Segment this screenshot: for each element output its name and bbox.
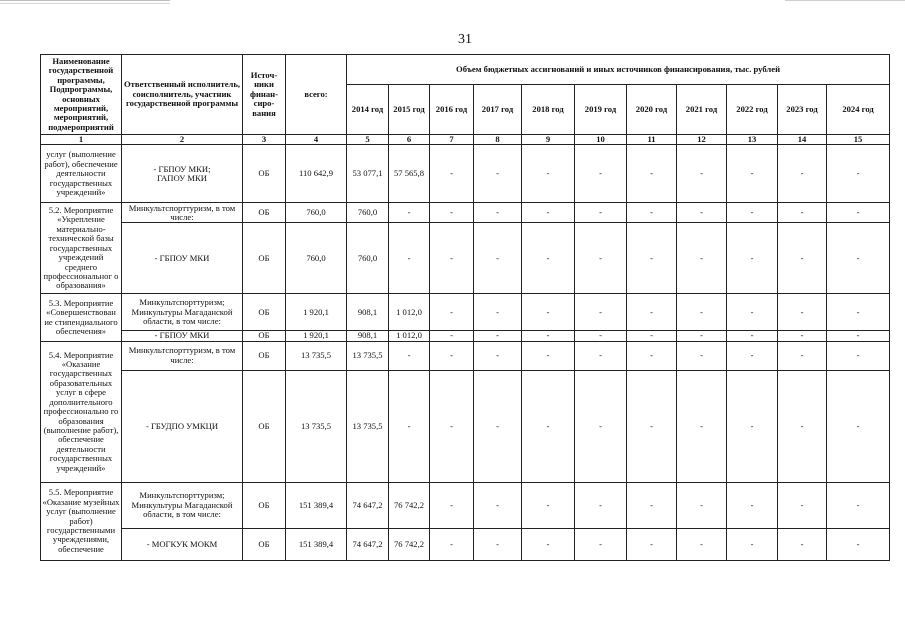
year-value: - [677,341,727,370]
year-value: - [778,341,827,370]
column-number: 8 [474,135,522,145]
executor-cell: - ГБПОУ МКИ [122,223,243,294]
year-value: - [430,370,474,482]
year-value: - [575,223,627,294]
year-value: - [727,294,778,331]
year-value: - [827,331,890,341]
year-value: - [727,482,778,528]
column-number: 14 [778,135,827,145]
year-value: - [575,203,627,223]
year-value: 53 077,1 [347,145,389,203]
year-value: - [627,203,677,223]
year-value: 908,1 [347,331,389,341]
year-value: - [827,145,890,203]
year-value: 908,1 [347,294,389,331]
header-year: 2020 год [627,85,677,135]
total-cell: 1 920,1 [286,331,347,341]
column-number: 6 [389,135,430,145]
program-name-cell: 5.4. Мероприятие «Оказание государственных образовательных услуг в сфере дополнительного профессионально го образования (выполнение работ), обеспечение деятельности государственных учреждений» [41,341,122,482]
header-total: всего: [286,55,347,135]
year-value: - [627,341,677,370]
year-value: - [677,370,727,482]
source-cell: ОБ [243,223,286,294]
year-value: 1 012,0 [389,294,430,331]
year-value: 13 735,5 [347,370,389,482]
year-value: - [474,482,522,528]
year-value: 13 735,5 [347,341,389,370]
year-value: - [389,203,430,223]
year-value: - [522,294,575,331]
source-cell: ОБ [243,294,286,331]
year-value: - [677,294,727,331]
year-value: - [522,331,575,341]
source-cell: ОБ [243,528,286,560]
program-name-cell: услуг (выполнение работ), обеспечение деятельности государственных учреждений» [41,145,122,203]
year-value: - [827,294,890,331]
year-value: - [778,294,827,331]
year-value: - [778,203,827,223]
year-value: - [627,294,677,331]
header-year: 2023 год [778,85,827,135]
budget-table [40,54,890,561]
column-number: 13 [727,135,778,145]
year-value: - [474,370,522,482]
year-value: - [778,370,827,482]
year-value: - [677,528,727,560]
program-name-cell: 5.3. Мероприятие «Совершенствован ие стипендиального обеспечения» [41,294,122,341]
year-value: - [575,370,627,482]
year-value: - [575,341,627,370]
header-year: 2015 год [389,85,430,135]
year-value: - [727,145,778,203]
year-value: - [827,482,890,528]
header-year: 2019 год [575,85,627,135]
table-row [41,482,890,528]
year-value: - [522,528,575,560]
year-value: - [522,482,575,528]
column-number: 7 [430,135,474,145]
year-value: 57 565,8 [389,145,430,203]
year-value: - [389,370,430,482]
year-value: - [727,370,778,482]
year-value: 760,0 [347,223,389,294]
year-value: - [430,528,474,560]
year-value: - [727,341,778,370]
year-value: - [522,145,575,203]
year-value: - [778,223,827,294]
executor-cell: - ГБПОУ МКИ; ГАПОУ МКИ [122,145,243,203]
year-value: - [627,528,677,560]
year-value: - [430,341,474,370]
header-year: 2014 год [347,85,389,135]
column-number: 9 [522,135,575,145]
year-value: - [677,145,727,203]
source-cell: ОБ [243,331,286,341]
year-value: - [827,528,890,560]
header-year: 2016 год [430,85,474,135]
source-cell: ОБ [243,145,286,203]
column-number: 5 [347,135,389,145]
year-value: - [522,341,575,370]
program-name-cell: 5.5. Мероприятие «Оказание музейных услуг (выполнение работ) государственными учреждениями, обеспечение [41,482,122,560]
header-financing-group: Объем бюджетных ассигнований и иных источников финансирования, тыс. рублей [347,55,890,85]
total-cell: 110 642,9 [286,145,347,203]
year-value: - [575,331,627,341]
total-cell: 1 920,1 [286,294,347,331]
executor-cell: Минкультспорттуризм; Минкультуры Магаданской области, в том числе: [122,294,243,331]
year-value: - [827,223,890,294]
year-value: 76 742,2 [389,528,430,560]
year-value: - [430,203,474,223]
year-value: - [575,482,627,528]
executor-cell: Минкультспорттуризм; Минкультуры Магаданской области, в том числе: [122,482,243,528]
year-value: 76 742,2 [389,482,430,528]
year-value: - [627,331,677,341]
year-value: - [430,145,474,203]
source-cell: ОБ [243,482,286,528]
year-value: - [677,482,727,528]
year-value: - [474,294,522,331]
total-cell: 151 389,4 [286,482,347,528]
table-row [41,370,890,482]
year-value: - [677,203,727,223]
table-row [41,203,890,223]
executor-cell: Минкультспорттуризм, в том числе: [122,341,243,370]
source-cell: ОБ [243,370,286,482]
program-name-cell: 5.2. Мероприятие «Укрепление материально-технической базы государственных учреждений среднего профессиональног о образования» [41,203,122,294]
column-number: 12 [677,135,727,145]
column-number: 2 [122,135,243,145]
year-value: - [677,223,727,294]
table-row [41,145,890,203]
column-number: 10 [575,135,627,145]
year-value: 74 647,2 [347,482,389,528]
year-value: 760,0 [347,203,389,223]
source-cell: ОБ [243,341,286,370]
year-value: 74 647,2 [347,528,389,560]
year-value: - [474,145,522,203]
year-value: - [827,341,890,370]
year-value: - [778,145,827,203]
year-value: - [727,223,778,294]
year-value: 1 012,0 [389,331,430,341]
scan-edge-line [0,0,170,4]
year-value: - [430,223,474,294]
column-number: 11 [627,135,677,145]
year-value: - [389,341,430,370]
year-value: - [522,223,575,294]
year-value: - [474,203,522,223]
year-value: - [627,223,677,294]
table-row [41,294,890,331]
column-number: 15 [827,135,890,145]
header-program-name: Наименование государственной программы, Подпрограммы, основных мероприятий, мероприятий, подмероприятий [41,55,122,135]
total-cell: 151 389,4 [286,528,347,560]
column-number: 4 [286,135,347,145]
year-value: - [575,145,627,203]
year-value: - [627,370,677,482]
year-value: - [677,331,727,341]
year-value: - [778,528,827,560]
year-value: - [727,331,778,341]
total-cell: 760,0 [286,223,347,294]
page-number: 31 [458,32,472,47]
table-row [41,331,890,341]
year-value: - [389,223,430,294]
total-cell: 760,0 [286,203,347,223]
column-number: 3 [243,135,286,145]
year-value: - [474,223,522,294]
table-row [41,223,890,294]
table-row [41,528,890,560]
year-value: - [778,482,827,528]
year-value: - [522,370,575,482]
year-value: - [778,331,827,341]
scan-edge-line [785,0,905,3]
year-value: - [474,341,522,370]
year-value: - [474,331,522,341]
executor-cell: Минкультспорттуризм, в том числе: [122,203,243,223]
header-executor: Ответственный исполнитель, соисполнитель, участник государственной программы [122,55,243,135]
year-value: - [575,528,627,560]
total-cell: 13 735,5 [286,370,347,482]
year-value: - [430,331,474,341]
header-year: 2017 год [474,85,522,135]
year-value: - [727,203,778,223]
year-value: - [727,528,778,560]
year-value: - [627,482,677,528]
year-value: - [474,528,522,560]
year-value: - [827,370,890,482]
header-year: 2022 год [727,85,778,135]
column-number: 1 [41,135,122,145]
header-funding-source: Источ-ники финан-сиро-вания [243,55,286,135]
year-value: - [827,203,890,223]
year-value: - [430,294,474,331]
total-cell: 13 735,5 [286,341,347,370]
year-value: - [430,482,474,528]
executor-cell: - МОГКУК МОКМ [122,528,243,560]
source-cell: ОБ [243,203,286,223]
year-value: - [575,294,627,331]
header-year: 2021 год [677,85,727,135]
year-value: - [627,145,677,203]
header-year: 2024 год [827,85,890,135]
table-row [41,341,890,370]
executor-cell: - ГБПОУ МКИ [122,331,243,341]
executor-cell: - ГБУДПО УМКЦИ [122,370,243,482]
year-value: - [522,203,575,223]
header-year: 2018 год [522,85,575,135]
